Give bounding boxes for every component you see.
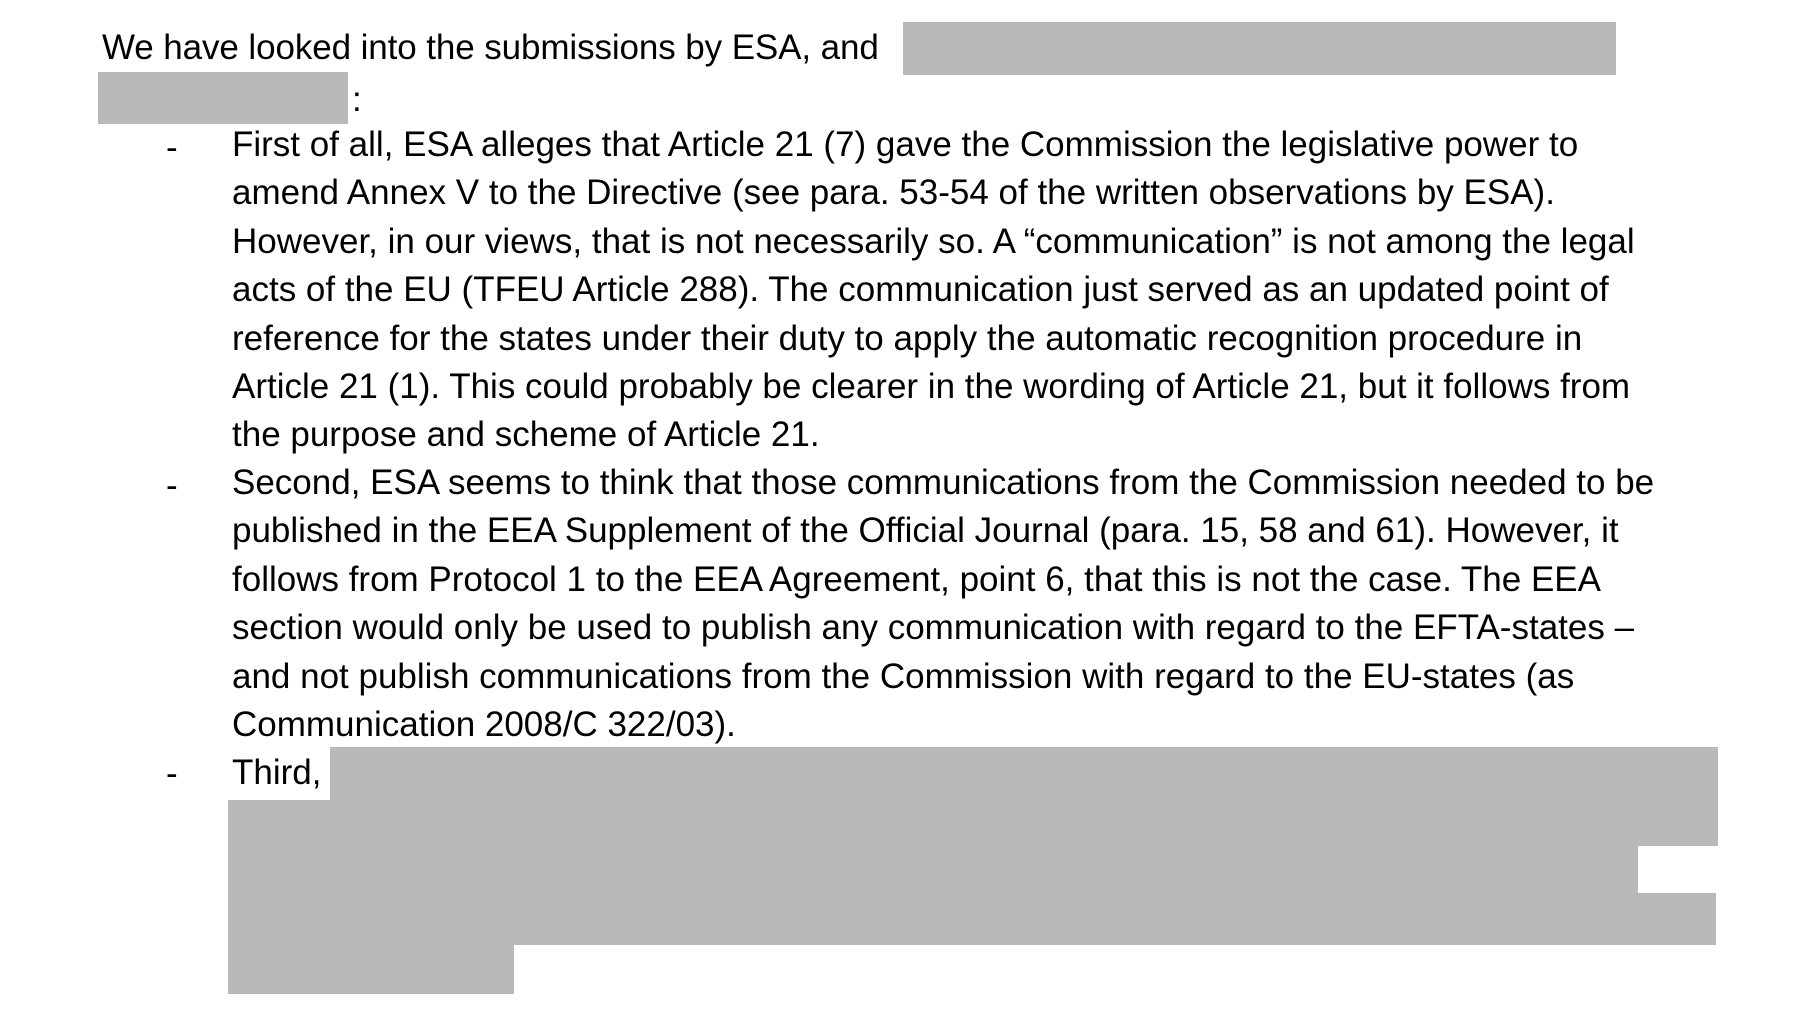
bullet-line: the purpose and scheme of Article 21. <box>232 415 820 455</box>
bullet-line: section would only be used to publish any communication with regard to the EFTA-states – <box>232 608 1635 648</box>
bullet-line: amend Annex V to the Directive (see para. 53-54 of the written observations by ESA). <box>232 173 1555 213</box>
redaction-block <box>228 945 514 994</box>
bullet-line: and not publish communications from the Commission with regard to the EU-states (as <box>232 656 1575 696</box>
bullet-line: Article 21 (1). This could probably be clearer in the wording of Article 21, but it follows from <box>232 367 1631 407</box>
bullet-line: published in the EEA Supplement of the Official Journal (para. 15, 58 and 61). However, it <box>232 511 1619 551</box>
bullet-line: First of all, ESA alleges that Article 21 (7) gave the Commission the legislative power to <box>232 125 1579 164</box>
bullet-marker: - <box>166 128 178 167</box>
redaction-block <box>330 747 1718 800</box>
intro-continuation: : <box>352 80 362 119</box>
intro-text: We have looked into the submissions by ESA, and <box>102 28 879 67</box>
bullet-line: However, in our views, that is not necessarily so. A “communication” is not among the legal <box>232 221 1635 261</box>
bullet-line: Second, ESA seems to think that those communications from the Commission needed to be <box>232 463 1655 502</box>
bullet-line: reference for the states under their duty to apply the automatic recognition procedure in <box>232 318 1583 358</box>
redaction-block <box>228 893 1716 945</box>
redaction-block <box>903 22 1616 75</box>
redaction-block <box>228 800 1718 846</box>
bullet-item-1 <box>232 121 1732 460</box>
bullet-item-2 <box>232 459 1732 749</box>
redaction-block <box>98 72 348 124</box>
bullet-line: acts of the EU (TFEU Article 288). The communication just served as an updated point of <box>232 270 1609 310</box>
bullet-marker: - <box>166 754 178 793</box>
redaction-block <box>228 846 1638 893</box>
bullet-marker: - <box>166 466 178 505</box>
bullet-line: follows from Protocol 1 to the EEA Agreement, point 6, that this is not the case. The EEA <box>232 559 1601 599</box>
bullet-line: Third, <box>232 753 322 792</box>
bullet-line: Communication 2008/C 322/03). <box>232 705 736 745</box>
